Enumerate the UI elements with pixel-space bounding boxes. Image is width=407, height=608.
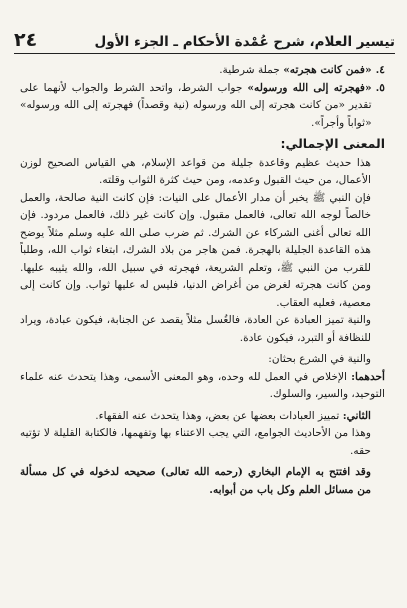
paragraph-text: تمييز العبادات بعضها عن بعض، وهذا يتحدث عنه الفقهاء. [95, 409, 343, 422]
paragraph-text: وقد افتتح به الإمام البخاري (رحمه الله تعالى) صحيحه لدخوله في كل مسألة من مسائل العلم وكل باب من أبوابه. [20, 466, 371, 496]
paragraph-text: هذا حديث عظيم وقاعدة جليلة من قواعد الإسلام، هي القياس الصحيح لوزن الأعمال، من حيث القبول وعدمه، ومن حيث كثرة الثواب وقلته. [20, 156, 371, 186]
running-title: تيسير العلام، شرح عُمْدة الأحكام ـ الجزء الأول [94, 34, 395, 50]
paragraph-text: فإن النبي ﷺ يخبر أن مدار الأعمال على النيات: فإن كانت النية صالحة، والعمل خالصاً لوجه الله تعالى، فالعمل مقبول. وإن كانت غير ذلك، فالعمل مردود. فإن الله تعالى أغنى الشركاء عن الشرك. ثم ضرب صلى الله عليه وسلم مثلاً يوضح هذه القاعدة الجليلة بالهجرة. فمن هاجر من بلاد الشرك، ابتغاء ثواب الله، وطلباً للقرب من النبي ﷺ، وتعلم الشريعة، فهجرته في سبيل الله، والله يثيبه عليها. ومن كانت هجرته لغرض من أغراض الدنيا، فليس له عليها ثواب. وإن كانت إلى معصية، فعليه العقاب. [20, 191, 371, 309]
page-number: ٢٤ [14, 29, 38, 51]
paragraph-text: والنية في الشرع بحثان: [268, 353, 371, 365]
paragraph [20, 155, 385, 190]
paragraph-lead: أحدهما: [351, 370, 385, 383]
paragraph [20, 408, 385, 426]
paragraph [20, 425, 385, 460]
section-title: المعنى الإجمالي: [280, 136, 385, 151]
item-term: «فهجرته إلى الله ورسوله» [247, 81, 372, 94]
paragraph [20, 369, 385, 404]
paragraph [20, 464, 385, 499]
item-number: ٤. [375, 64, 385, 76]
list-item [20, 80, 385, 133]
paragraph-text: والنية تميز العبادة عن العادة، فالغُسل مثلاً يقصد عن الجنابة، فيكون عبادة، ويراد للنظافة أو التبرد، فيكون عادة. [20, 314, 371, 344]
list-item [20, 62, 385, 80]
header-rule [14, 53, 395, 54]
paragraph [20, 312, 385, 347]
item-text: جواب الشرط، واتحد الشرط والجواب لأنهما على تقدير «من كانت هجرته إلى الله ورسوله (نية وقصداً) فهجرته إلى الله ورسوله» «ثواباً وأجراً». [20, 81, 372, 129]
item-term: «فمن كانت هجرته» [283, 64, 372, 76]
item-number: ٥. [375, 81, 385, 94]
paragraph-text: وهذا من الأحاديث الجوامع، التي يجب الاعتناء بها وتفهمها، فالكتابة القليلة لا تؤتيه حقه. [20, 427, 371, 457]
paragraph-lead: الثاني: [342, 409, 371, 422]
page-body [20, 62, 385, 602]
paragraph [20, 351, 385, 369]
item-text: جملة شرطية. [219, 64, 284, 76]
paragraph [20, 190, 385, 313]
paragraph-text: الإخلاص في العمل لله وحده، وهو المعنى الأسمى، وهذا يتحدث عنه علماء التوحيد، والسير، والسلوك. [20, 370, 385, 400]
page-header [14, 24, 395, 50]
